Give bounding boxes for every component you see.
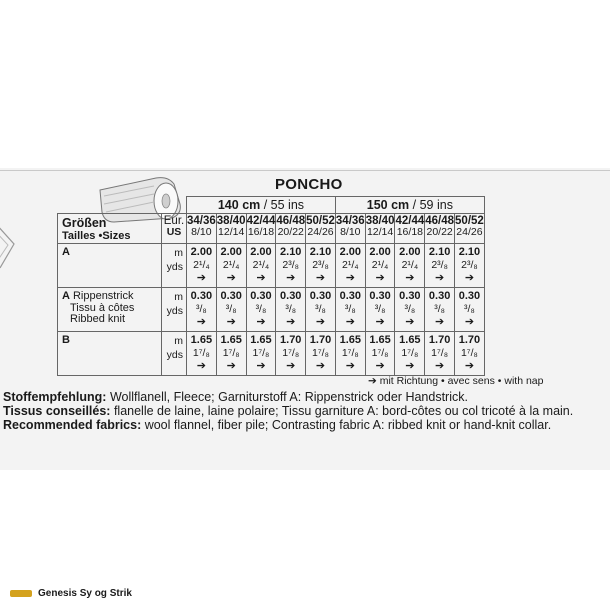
size-col-header: 34/36 8/10 <box>187 214 217 244</box>
width-140-header: 140 cm / 55 ins <box>187 197 336 214</box>
fabric-amount-cell: 1.70 1⁷/₈ ➔ <box>276 332 306 376</box>
eur-us-header: Eur. US <box>162 214 187 244</box>
fabric-amount-cell: 2.10 2³/₈ ➔ <box>306 244 336 288</box>
recommendation-de: Stoffempfehlung: Wollflanell, Fleece; Garniturstoff A: Rippenstrick oder Handstrick. <box>3 390 468 404</box>
with-nap-arrow-icon: ➔ <box>464 360 475 372</box>
fabric-row <box>58 332 485 376</box>
with-nap-arrow-icon: ➔ <box>196 316 206 328</box>
fabric-amount-cell: 1.65 1⁷/₈ ➔ <box>335 332 365 376</box>
cropped-illustration-edge <box>0 218 18 276</box>
fabric-amount-cell: 1.65 1⁷/₈ ➔ <box>365 332 395 376</box>
fabric-amount-cell: 0.30 ³/₈ ➔ <box>306 288 336 332</box>
with-nap-arrow-icon: ➔ <box>405 316 415 328</box>
fabric-amount-cell: 0.30 ³/₈ ➔ <box>395 288 425 332</box>
fabric-amount-cell: 1.65 1⁷/₈ ➔ <box>187 332 217 376</box>
with-nap-arrow-icon: ➔ <box>375 360 385 372</box>
size-col-header: 50/52 24/26 <box>455 214 485 244</box>
fabric-requirements-table <box>57 196 485 376</box>
with-nap-arrow-icon: ➔ <box>375 272 385 284</box>
with-nap-arrow-icon: ➔ <box>226 272 236 284</box>
fabric-amount-cell: 1.70 1⁷/₈ ➔ <box>455 332 485 376</box>
size-col-header: 50/52 24/26 <box>306 214 336 244</box>
fabric-amount-cell: 1.65 1⁷/₈ ➔ <box>246 332 276 376</box>
fabric-amount-cell: 2.10 2³/₈ ➔ <box>276 244 306 288</box>
fabric-amount-cell: 0.30 ³/₈ ➔ <box>425 288 455 332</box>
fabric-amount-cell: 0.30 ³/₈ ➔ <box>365 288 395 332</box>
with-nap-arrow-icon: ➔ <box>315 316 326 328</box>
width-150-header: 150 cm / 59 ins <box>335 197 484 214</box>
brand-logo-icon <box>10 590 32 597</box>
with-nap-arrow-icon: ➔ <box>435 272 445 284</box>
footer-brand: Genesis Sy og Strik <box>10 588 132 599</box>
size-col-header: 46/48 20/22 <box>425 214 455 244</box>
with-nap-arrow-icon: ➔ <box>375 316 385 328</box>
fabric-row-label: B <box>58 332 162 376</box>
with-nap-arrow-icon: ➔ <box>286 360 296 372</box>
fabric-amount-cell: 0.30 ³/₈ ➔ <box>246 288 276 332</box>
with-nap-arrow-icon: ➔ <box>196 272 206 284</box>
size-col-header: 42/44 16/18 <box>395 214 425 244</box>
size-col-header: 46/48 20/22 <box>276 214 306 244</box>
fabric-amount-cell: 0.30 ³/₈ ➔ <box>216 288 246 332</box>
fabric-amount-cell: 1.65 1⁷/₈ ➔ <box>216 332 246 376</box>
fabric-amount-cell: 0.30 ³/₈ ➔ <box>455 288 485 332</box>
page-edge-line <box>0 170 610 171</box>
fabric-row-label: A Rippenstrick Tissu à côtes Ribbed knit <box>58 288 162 332</box>
with-nap-arrow-icon: ➔ <box>435 360 445 372</box>
with-nap-arrow-icon: ➔ <box>256 272 266 284</box>
fabric-row <box>58 288 485 332</box>
recommendation-en: Recommended fabrics: wool flannel, fiber pile; Contrasting fabric A: ribbed knit or hand-knit collar. <box>3 418 552 432</box>
fabric-amount-cell: 1.70 1⁷/₈ ➔ <box>425 332 455 376</box>
with-nap-arrow-icon: ➔ <box>256 316 266 328</box>
size-col-header: 38/40 12/14 <box>216 214 246 244</box>
unit-labels: m yds <box>162 288 187 332</box>
fabric-amount-cell: 1.65 1⁷/₈ ➔ <box>395 332 425 376</box>
with-nap-arrow-icon: ➔ <box>286 316 296 328</box>
with-nap-arrow-icon: ➔ <box>464 316 475 328</box>
with-nap-arrow-icon: ➔ <box>435 316 445 328</box>
size-col-header: 38/40 12/14 <box>365 214 395 244</box>
with-nap-arrow-icon: ➔ <box>315 272 326 284</box>
fabric-amount-cell: 2.00 2¹/₄ ➔ <box>335 244 365 288</box>
size-col-header: 34/36 8/10 <box>335 214 365 244</box>
unit-labels: m yds <box>162 244 187 288</box>
with-nap-arrow-icon: ➔ <box>345 272 355 284</box>
with-nap-arrow-icon: ➔ <box>196 360 206 372</box>
unit-labels: m yds <box>162 332 187 376</box>
with-nap-arrow-icon: ➔ <box>226 360 236 372</box>
size-col-header: 42/44 16/18 <box>246 214 276 244</box>
sizes-header: Größen Tailles •Sizes <box>58 214 162 244</box>
fabric-amount-cell: 0.30 ³/₈ ➔ <box>276 288 306 332</box>
recommendation-fr: Tissus conseillés: flanelle de laine, laine polaire; Tissu garniture A: bord-côtes ou col tricoté à la main. <box>3 404 574 418</box>
with-nap-arrow-icon: ➔ <box>345 316 355 328</box>
fabric-amount-cell: 2.00 2¹/₄ ➔ <box>216 244 246 288</box>
fabric-row-label: A <box>58 244 162 288</box>
with-nap-arrow-icon: ➔ <box>226 316 236 328</box>
fabric-amount-cell: 2.10 2³/₈ ➔ <box>455 244 485 288</box>
fabric-amount-cell: 2.00 2¹/₄ ➔ <box>187 244 217 288</box>
fabric-amount-cell: 2.10 2³/₈ ➔ <box>425 244 455 288</box>
fabric-amount-cell: 1.70 1⁷/₈ ➔ <box>306 332 336 376</box>
with-nap-arrow-icon: ➔ <box>315 360 326 372</box>
fabric-amount-cell: 0.30 ³/₈ ➔ <box>187 288 217 332</box>
nap-legend: ➔ mit Richtung • avec sens • with nap <box>368 375 544 387</box>
with-nap-arrow-icon: ➔ <box>286 272 296 284</box>
with-nap-arrow-icon: ➔ <box>405 272 415 284</box>
fabric-amount-cell: 0.30 ³/₈ ➔ <box>335 288 365 332</box>
with-nap-arrow-icon: ➔ <box>256 360 266 372</box>
with-nap-arrow-icon: ➔ <box>464 272 475 284</box>
fabric-amount-cell: 2.00 2¹/₄ ➔ <box>395 244 425 288</box>
with-nap-arrow-icon: ➔ <box>405 360 415 372</box>
pattern-title: PONCHO <box>275 176 343 193</box>
fabric-amount-cell: 2.00 2¹/₄ ➔ <box>365 244 395 288</box>
with-nap-arrow-icon: ➔ <box>345 360 355 372</box>
fabric-row <box>58 244 485 288</box>
fabric-amount-cell: 2.00 2¹/₄ ➔ <box>246 244 276 288</box>
